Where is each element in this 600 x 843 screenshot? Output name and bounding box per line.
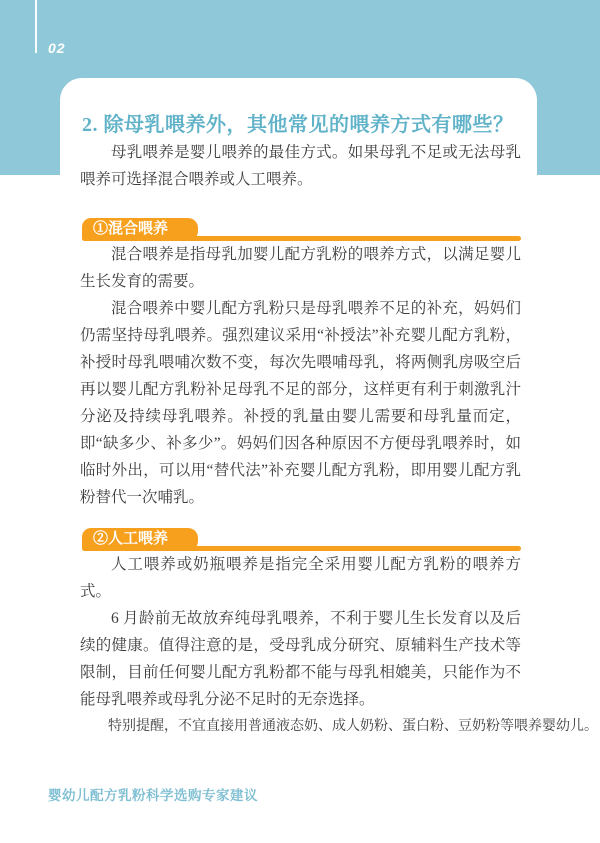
footer-booklet-title: 婴幼儿配方乳粉科学选购专家建议 bbox=[48, 788, 258, 803]
content-column bbox=[80, 78, 598, 740]
formula-feeding-paragraph-1: 人工喂养或奶瓶喂养是指完全采用婴儿配方乳粉的喂养方式。 bbox=[80, 556, 521, 600]
formula-feeding-paragraph-2: 6 月龄前无故放弃纯母乳喂养，不利于婴儿生长发育以及后续的健康。值得注意的是，受母乳成分研究、原辅料生产技术等限制，目前任何婴儿配方乳粉都不能与母乳相媲美，只能作为不能母乳喂养或母乳分泌不足时的无奈选择。 bbox=[80, 610, 521, 708]
special-reminder-paragraph: 特别提醒，不宜直接用普通液态奶、成人奶粉、蛋白粉、豆奶粉等喂养婴幼儿。 bbox=[108, 719, 598, 734]
page-title: 2. 除母乳喂养外，其他常见的喂养方式有哪些？ bbox=[82, 114, 514, 136]
section-tab-label: ②人工喂养 bbox=[82, 528, 198, 551]
page-number: 02 bbox=[48, 40, 66, 56]
section-tab-label: ①混合喂养 bbox=[82, 218, 198, 241]
section-header-formula-feeding bbox=[80, 528, 521, 551]
section-header-mixed-feeding bbox=[80, 218, 521, 241]
intro-paragraph: 母乳喂养是婴儿喂养的最佳方式。如果母乳不足或无法母乳喂养可选择混合喂养或人工喂养。 bbox=[80, 144, 521, 188]
mixed-feeding-paragraph-2: 混合喂养中婴儿配方乳粉只是母乳喂养不足的补充，妈妈们仍需坚持母乳喂养。强烈建议采用“补授法”补充婴儿配方乳粉，补授时母乳喂哺次数不变，每次先喂哺母乳，将两侧乳房吸空后再以婴儿配方乳粉补足母乳不足的部分，这样更有利于刺激乳汁分泌及持续母乳喂养。补授的乳量由婴儿需要和母乳量而定，即“缺多少、补多少”。妈妈们因各种原因不方便母乳喂养时，如临时外出，可以用“替代法”补充婴儿配方乳粉，即用婴儿配方乳粉替代一次哺乳。 bbox=[80, 300, 521, 506]
mixed-feeding-paragraph-1: 混合喂养是指母乳加婴儿配方乳粉的喂养方式，以满足婴儿生长发育的需要。 bbox=[80, 246, 521, 290]
page-number-rule bbox=[35, 0, 37, 53]
